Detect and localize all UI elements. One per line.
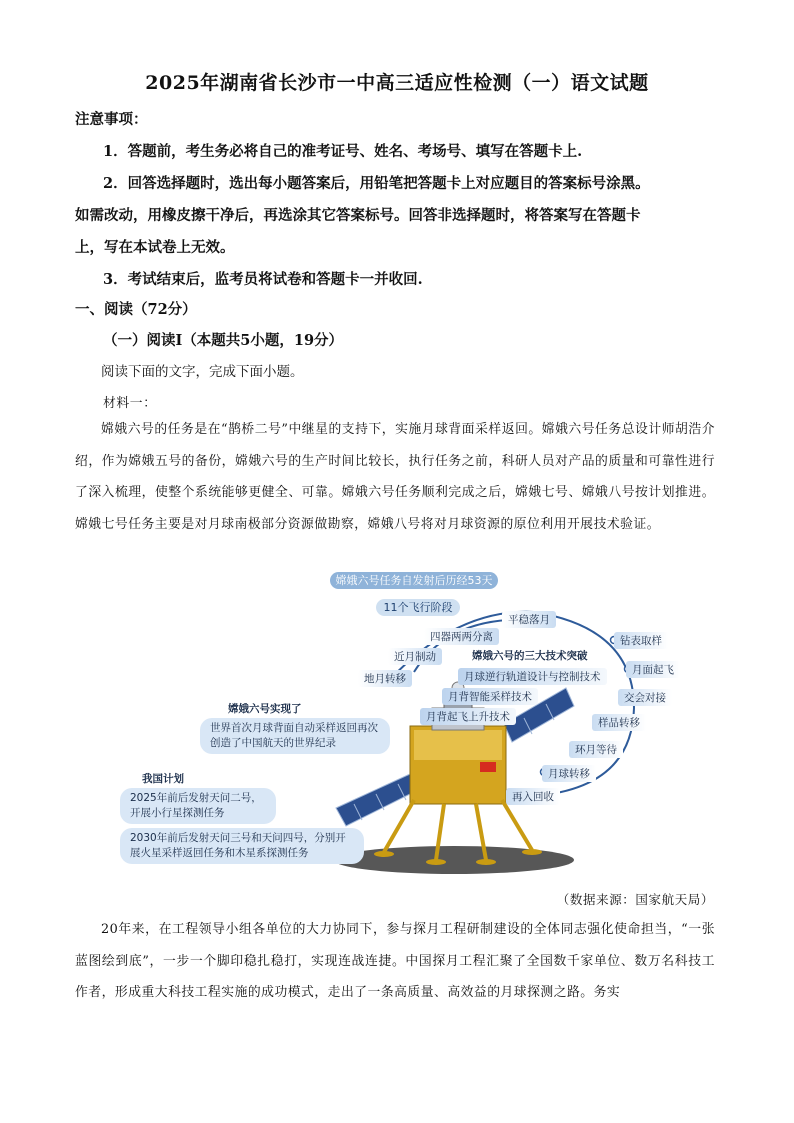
tech-title: 嫦娥六号的三大技术突破 [472,650,588,662]
stage-right-7: 再入回收 [506,788,560,805]
achieved-label: 嫦娥六号实现了 [228,703,302,715]
notice-item-2b: 如需改动，用橡皮擦干净后，再选涂其它答案标号。回答非选择题时，将答案写在答题卡 [75,207,641,224]
material-label: 材料一： [103,396,157,411]
notice-item-2c: 上，写在本试卷上无效。 [75,239,235,256]
stage-left-1: 四器两两分离 [424,628,499,645]
section-heading: 一、阅读（72分） [75,301,197,318]
tech-item-2: 月背智能采样技术 [442,688,538,705]
paragraph-2 [75,914,715,1009]
stage-right-2: 月面起飞 [626,661,680,678]
stage-right-4: 样品转移 [592,714,646,731]
notice-item-3: 3．考试结束后，监考员将试卷和答题卡一并收回. [103,271,423,288]
stage-right-1: 钻表取样 [614,632,668,649]
notice-item-2a: 2．回答选择题时，选出每小题答案后，用铅笔把答题卡上对应题目的答案标号涂黑。 [103,175,650,192]
flag-icon [480,762,496,772]
subsection-heading: （一）阅读Ⅰ（本题共5小题，19分） [103,332,344,349]
stage-right-6: 月球转移 [542,765,596,782]
instruction: 阅读下面的文字，完成下面小题。 [101,364,304,380]
figure-subtitle: 11个飞行阶段 [376,599,460,616]
stage-top: 平稳落月 [502,611,556,628]
figure-title: 嫦娥六号任务自发射后历经53天 [330,572,498,589]
stage-left-2: 近月制动 [388,648,442,665]
stage-left-3: 地月转移 [358,670,412,687]
data-source: （数据来源：国家航天局） [556,892,714,907]
lander-leg [384,800,414,852]
achieved-box: 世界首次月球背面自动采样返回再次创造了中国航天的世界纪录 [200,718,390,754]
plan-box-1: 2025年前后发射天问二号，开展小行星探测任务 [120,788,276,824]
tech-item-3: 月背起飞上升技术 [420,708,516,725]
infographic [114,568,674,880]
paragraph-1-text: 嫦娥六号的任务是在“鹊桥二号”中继星的支持下，实施月球背面采样返回。嫦娥六号任务总设计师胡浩介绍，作为嫦娥五号的备份，嫦娥六号的生产时间比较长，执行任务之前，科研人员对产品的质量和可靠性进行了深入梳理，使整个系统能够更健全、可靠。嫦娥六号任务顺利完成之后，嫦娥七号、嫦娥八号按计划推进。嫦娥七号任务主要是对月球南极部分资源做勘察，嫦娥八号将对月球资源的原位利用开展技术验证。 [75,422,715,532]
tech-item-1: 月球逆行轨道设计与控制技术 [458,668,607,685]
paragraph-1 [75,414,715,540]
notice-heading: 注意事项： [75,111,148,128]
page-title: 2025年湖南省长沙市一中高三适应性检测（一）语文试题 [145,72,649,94]
paragraph-2-text: 20年来，在工程领导小组各单位的大力协同下，参与探月工程研制建设的全体同志强化使命担当，“一张蓝图绘到底”，一步一个脚印稳扎稳打，实现连战连捷。中国探月工程汇聚了全国数千家单位、数万名科技工作者，形成重大科技工程实施的成功模式，走出了一条高质量、高效益的月球探测之路。务实 [75,922,715,1000]
plan-label: 我国计划 [142,773,184,785]
stage-right-3: 交会对接 [618,689,672,706]
plan-box-2: 2030年前后发射天问三号和天问四号，分别开展火星采样返回任务和木星系探测任务 [120,828,364,864]
notice-item-1: 1．答题前，考生务必将自己的准考证号、姓名、考场号、填写在答题卡上. [103,143,583,160]
stage-right-5: 环月等待 [569,741,623,758]
